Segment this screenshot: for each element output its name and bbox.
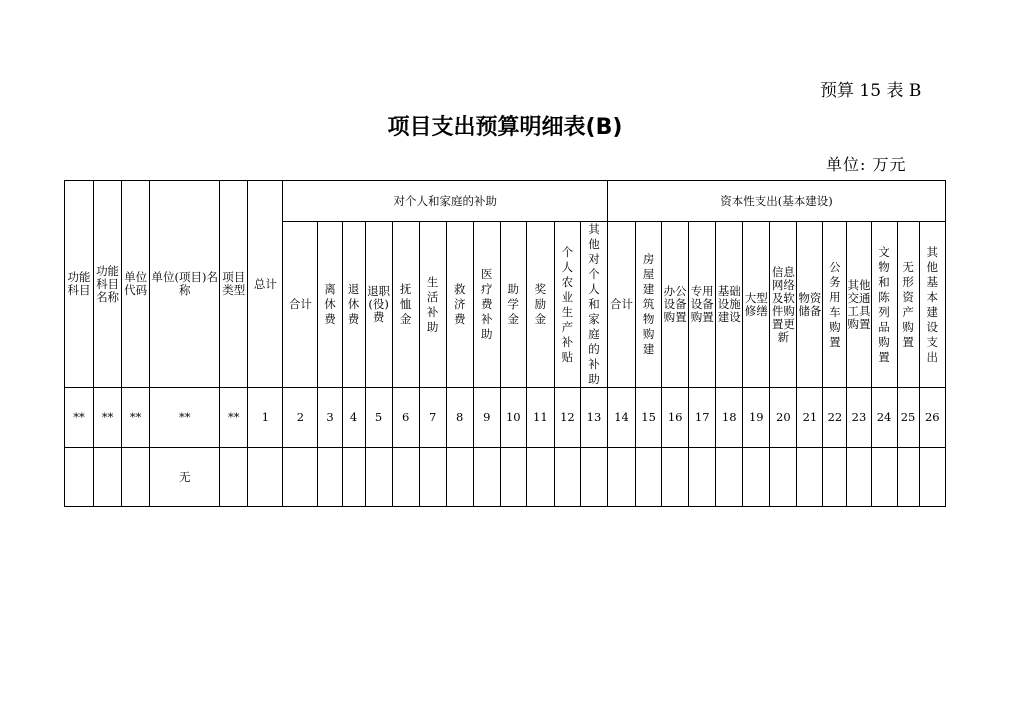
column-header: 救济费 (446, 222, 473, 388)
code-cell: 4 (342, 388, 365, 448)
code-cell: 11 (526, 388, 554, 448)
column-header: 无形资产购置 (897, 222, 919, 388)
column-header: 助学金 (500, 222, 526, 388)
code-cell: 10 (500, 388, 526, 448)
header-row-groups (65, 181, 946, 222)
column-header: 离休费 (318, 222, 342, 388)
data-row (65, 448, 946, 507)
code-cell: 25 (897, 388, 919, 448)
budget-table (64, 180, 946, 507)
code-row (65, 388, 946, 448)
data-cell (847, 448, 871, 507)
column-header: 专用设备购置 (689, 222, 716, 388)
data-cell (446, 448, 473, 507)
column-header: 退职(役)费 (365, 222, 392, 388)
data-cell (65, 448, 94, 507)
code-cell: 26 (919, 388, 945, 448)
form-number: 预算 15 表 B (820, 81, 922, 101)
data-cell (716, 448, 743, 507)
data-cell (318, 448, 342, 507)
column-header: 其他对个人和家庭的补助 (580, 222, 607, 388)
code-cell: 18 (716, 388, 743, 448)
column-header: 抚恤金 (392, 222, 419, 388)
code-cell: 6 (392, 388, 419, 448)
data-cell (122, 448, 150, 507)
column-header: 生活补助 (419, 222, 446, 388)
data-cell (248, 448, 283, 507)
data-cell (392, 448, 419, 507)
data-cell (220, 448, 248, 507)
group-header-capital: 资本性支出(基本建设) (608, 181, 946, 222)
code-cell: 8 (446, 388, 473, 448)
column-header: 奖励金 (526, 222, 554, 388)
data-cell (689, 448, 716, 507)
column-header: 信息网络及软件购置更新 (770, 222, 797, 388)
group-header-personal: 对个人和家庭的补助 (283, 181, 608, 222)
data-cell (823, 448, 847, 507)
column-header: 其他交通工具购置 (847, 222, 871, 388)
column-header: 公务用车购置 (823, 222, 847, 388)
data-cell (871, 448, 897, 507)
header-cell: 项目类型 (220, 181, 248, 388)
header-cell: 单位代码 (122, 181, 150, 388)
code-cell: 13 (580, 388, 607, 448)
code-cell: 21 (797, 388, 823, 448)
code-cell: 3 (318, 388, 342, 448)
data-cell (473, 448, 500, 507)
data-cell (743, 448, 770, 507)
column-header: 合计 (608, 222, 636, 388)
data-cell (636, 448, 662, 507)
data-cell (797, 448, 823, 507)
code-cell: 1 (248, 388, 283, 448)
data-cell (283, 448, 318, 507)
code-cell: 12 (554, 388, 580, 448)
code-cell: 24 (871, 388, 897, 448)
code-cell: 14 (608, 388, 636, 448)
code-cell: 9 (473, 388, 500, 448)
header-cell: 单位(项目)名称 (150, 181, 220, 388)
data-cell (365, 448, 392, 507)
data-cell (897, 448, 919, 507)
code-cell: 20 (770, 388, 797, 448)
column-header: 大型修缮 (743, 222, 770, 388)
header-cell: 功能科目 (65, 181, 94, 388)
code-cell: ** (94, 388, 122, 448)
code-cell: 22 (823, 388, 847, 448)
code-cell: 23 (847, 388, 871, 448)
code-cell: 15 (636, 388, 662, 448)
column-header: 个人农业生产补贴 (554, 222, 580, 388)
code-cell: 2 (283, 388, 318, 448)
data-cell (526, 448, 554, 507)
data-cell: 无 (150, 448, 220, 507)
data-cell (662, 448, 689, 507)
data-cell (770, 448, 797, 507)
code-cell: ** (122, 388, 150, 448)
data-cell (554, 448, 580, 507)
column-header: 其他基本建设支出 (919, 222, 945, 388)
column-header: 基础设施建设 (716, 222, 743, 388)
code-cell: 7 (419, 388, 446, 448)
data-cell (342, 448, 365, 507)
column-header: 合计 (283, 222, 318, 388)
code-cell: ** (220, 388, 248, 448)
data-cell (94, 448, 122, 507)
column-header: 办公设备购置 (662, 222, 689, 388)
data-cell (580, 448, 607, 507)
data-cell (919, 448, 945, 507)
page-title: 项目支出预算明细表(B) (387, 115, 623, 140)
data-cell (500, 448, 526, 507)
code-cell: 19 (743, 388, 770, 448)
column-header: 文物和陈列品购置 (871, 222, 897, 388)
column-header: 医疗费补助 (473, 222, 500, 388)
code-cell: 5 (365, 388, 392, 448)
header-cell: 功能科目名称 (94, 181, 122, 388)
unit-label: 单位: 万元 (826, 155, 907, 174)
code-cell: 17 (689, 388, 716, 448)
data-cell (608, 448, 636, 507)
column-header: 退休费 (342, 222, 365, 388)
data-cell (419, 448, 446, 507)
header-cell: 总计 (248, 181, 283, 388)
column-header: 物资储备 (797, 222, 823, 388)
code-cell: 16 (662, 388, 689, 448)
code-cell: ** (65, 388, 94, 448)
code-cell: ** (150, 388, 220, 448)
column-header: 房屋建筑物购建 (636, 222, 662, 388)
